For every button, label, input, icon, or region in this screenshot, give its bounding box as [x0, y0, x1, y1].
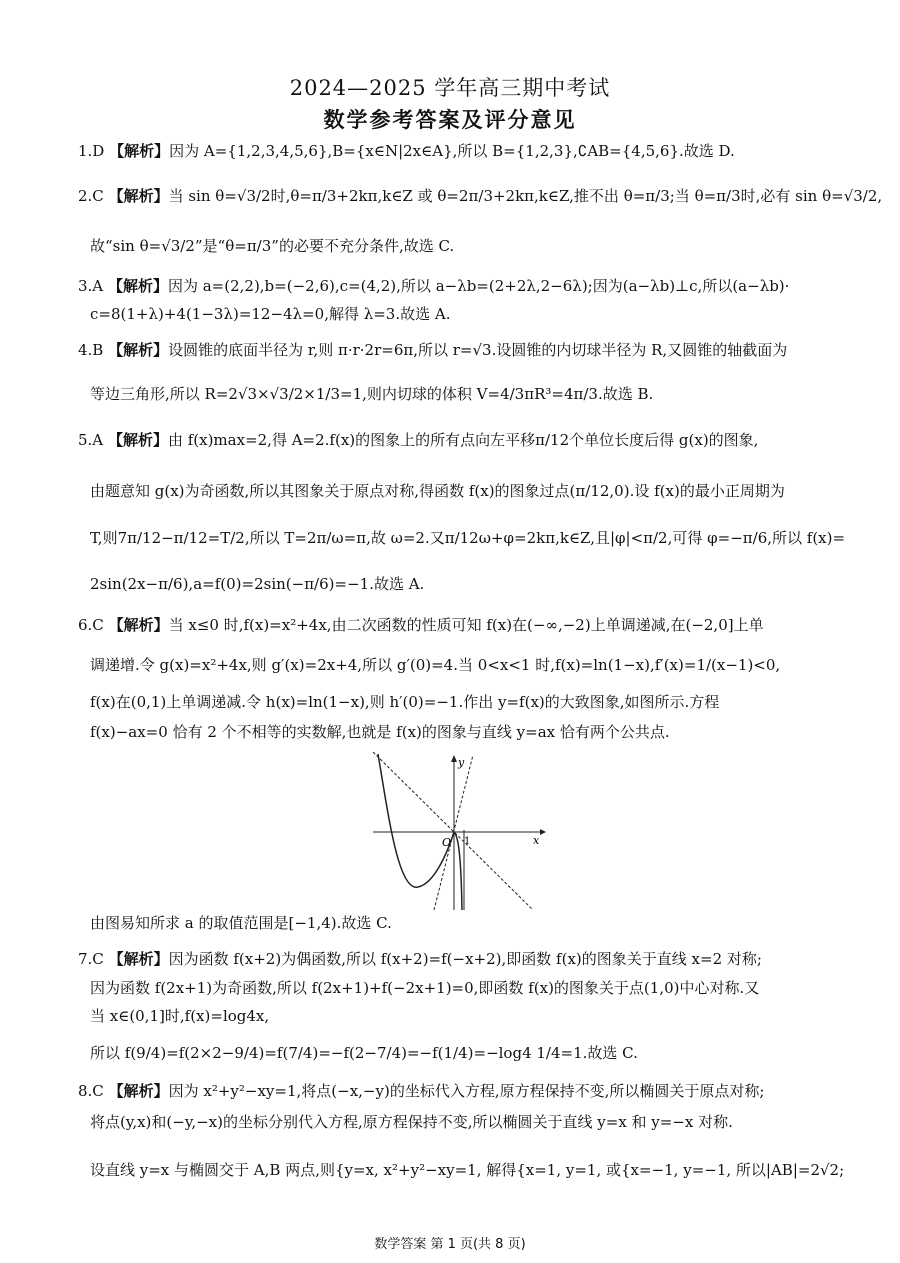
answer-6-line-4: f(x)−ax=0 恰有 2 个不相等的实数解,也就是 f(x)的图象与直线 y=ax 恰有两个公共点. — [90, 723, 670, 741]
answer-2-line-2: 故“sin θ=√3/2”是“θ=π/3”的必要不充分条件,故选 C. — [90, 237, 455, 255]
tick-label-1: 1 — [464, 836, 471, 847]
x-axis-label: x — [533, 834, 540, 847]
answer-6-line-5: 由图易知所求 a 的取值范围是[−1,4).故选 C. — [90, 914, 392, 932]
answer-3: 3.A 【解析】因为 a=(2,2),b=(−2,6),c=(4,2),所以 a−λb=(2+2λ,2−6λ);因为(a−λb)⊥c,所以(a−λb)· — [78, 277, 790, 295]
y-axis-arrow-icon — [451, 755, 457, 762]
answer-4-line-2: 等边三角形,所以 R=2√3×√3/2×1/3=1,则内切球的体积 V=4/3πR³=4π/3.故选 B. — [90, 385, 654, 403]
answer-subtitle: 数学参考答案及评分意见 — [323, 108, 577, 132]
answer-8-line-3: 设直线 y=x 与椭圆交于 A,B 两点,则{y=x, x²+y²−xy=1, 解得{x=1, y=1, 或{x=−1, y=−1, 所以|AB|=2√2; — [90, 1161, 845, 1179]
answer-6-line-2: 调递增.令 g(x)=x²+4x,则 g′(x)=2x+4,所以 g′(0)=4.当 0<x<1 时,f(x)=ln(1−x),f′(x)=1/(x−1)<0, — [90, 656, 781, 674]
answer-6: 6.C 【解析】当 x≤0 时,f(x)=x²+4x,由二次函数的性质可知 f(x)在(−∞,−2)上单调递减,在(−2,0]上单 — [78, 616, 764, 634]
answer-8-line-2: 将点(y,x)和(−y,−x)的坐标分别代入方程,原方程保持不变,所以椭圆关于直线 y=x 和 y=−x 对称. — [90, 1113, 733, 1131]
answer-4: 4.B 【解析】设圆锥的底面半径为 r,则 π·r·2r=6π,所以 r=√3.设圆锥的内切球半径为 R,又圆锥的轴截面为 — [78, 341, 788, 359]
answer-7-line-2: 因为函数 f(2x+1)为奇函数,所以 f(2x+1)+f(−2x+1)=0,即函数 f(x)的图象关于点(1,0)中心对称.又 — [90, 979, 760, 997]
answer-5-line-4: 2sin(2x−π/6),a=f(0)=2sin(−π/6)=−1.故选 A. — [90, 575, 425, 593]
answer-2: 2.C 【解析】当 sin θ=√3/2时,θ=π/3+2kπ,k∈Z 或 θ=2π/3+2kπ,k∈Z,推不出 θ=π/3;当 θ=π/3时,必有 sin θ=√3/2, — [78, 187, 883, 205]
page-footer: 数学答案 第 1 页(共 8 页) — [374, 1237, 526, 1252]
log-curve — [454, 832, 462, 910]
answer-5-line-3: T,则7π/12−π/12=T/2,所以 T=2π/ω=π,故 ω=2.又π/12ω+φ=2kπ,k∈Z,且|φ|<π/2,可得 φ=−π/6,所以 f(x)= — [90, 529, 846, 547]
function-graph-figure — [368, 752, 548, 912]
answer-3-line-2: c=8(1+λ)+4(1−3λ)=12−4λ=0,解得 λ=3.故选 A. — [90, 305, 451, 323]
exam-title: 2024—2025 学年高三期中考试 — [289, 76, 611, 100]
answer-5-line-2: 由题意知 g(x)为奇函数,所以其图象关于原点对称,得函数 f(x)的图象过点(π/12,0).设 f(x)的最小正周期为 — [90, 482, 785, 500]
answer-1: 1.D 【解析】因为 A={1,2,3,4,5,6},B={x∈N|2x∈A},所以 B={1,2,3},∁AB={4,5,6}.故选 D. — [78, 142, 735, 160]
origin-label: O — [442, 836, 452, 849]
x-axis-arrow-icon — [540, 829, 546, 835]
answer-7-line-3: 当 x∈(0,1]时,f(x)=log4x, — [90, 1007, 270, 1025]
answer-7-line-4: 所以 f(9/4)=f(2×2−9/4)=f(7/4)=−f(2−7/4)=−f(1/4)=−log4 1/4=1.故选 C. — [90, 1044, 638, 1062]
answer-7: 7.C 【解析】因为函数 f(x+2)为偶函数,所以 f(x+2)=f(−x+2),即函数 f(x)的图象关于直线 x=2 对称; — [78, 950, 762, 968]
tangent-line-slope-neg1 — [373, 752, 533, 910]
y-axis-label: y — [458, 756, 465, 769]
answer-5: 5.A 【解析】由 f(x)max=2,得 A=2.f(x)的图象上的所有点向左平移π/12个单位长度后得 g(x)的图象, — [78, 431, 759, 449]
answer-8: 8.C 【解析】因为 x²+y²−xy=1,将点(−x,−y)的坐标代入方程,原方程保持不变,所以椭圆关于原点对称; — [78, 1082, 765, 1100]
answer-6-line-3: f(x)在(0,1)上单调递减.令 h(x)=ln(1−x),则 h′(0)=−1.作出 y=f(x)的大致图象,如图所示.方程 — [90, 693, 720, 711]
